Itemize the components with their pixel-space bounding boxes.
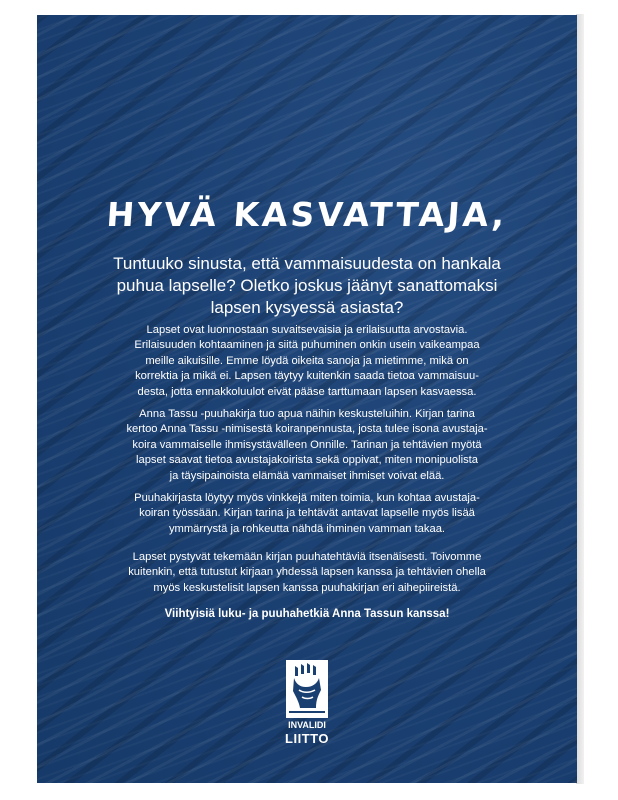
hand-logo-icon [286, 660, 328, 718]
text-line: Anna Tassu -puuhakirja tuo apua näihin keskusteluihin. Kirjan tarina [139, 408, 475, 420]
text-line: kertoo Anna Tassu -nimisestä koiranpennusta, josta tulee isona avustaja- [126, 423, 488, 436]
text-line: myös keskustelisit lapsen kanssa puuhakirjan eri aihepiireistä. [153, 581, 461, 594]
text-line: meille aikuisille. Emme löydä oikeita sanoja ja mietimme, mikä on [145, 354, 469, 367]
text-line: kuitenkin, että tutustut kirjaan yhdessä lapsen kanssa ja tehtävien ohella [128, 566, 486, 579]
paper-edge [576, 14, 584, 784]
closing-line: Viihtyisiä luku- ja puuhahetkiä Anna Tassun kanssa! [164, 608, 450, 620]
lead-line: lapsen kysyessä asiasta? [210, 298, 404, 317]
invalidiliitto-logo [286, 660, 328, 750]
back-cover [37, 15, 577, 783]
text-line: ymmärrystä ja rohkeutta nähdä ihminen vamman takaa. [168, 522, 446, 535]
text-line: koira vammaiselle ihmisystävälleen Onnille. Tarinan ja tehtävien myötä [132, 438, 482, 451]
lead-line: Tuntuuko sinusta, että vammaisuudesta on hankala [113, 254, 501, 273]
text-line: Erilaisuuden kohtaaminen ja siitä puhuminen onkin usein vaikeampaa [134, 339, 480, 352]
logo-text-line2: LIITTO [285, 731, 329, 746]
text-line: koiran työssään. Kirjan tarina ja tehtävät antavat lapselle myös lisää [139, 507, 475, 520]
paragraph-2 [87, 407, 527, 484]
cover-title: HYVÄ KASVATTAJA, [105, 195, 509, 234]
text-line: Lapset ovat luonnostaan suvaitsevaisia ja erilaisuutta arvostavia. [146, 324, 468, 336]
text-line: korrektia ja mikä ei. Lapsen täytyy kuitenkin saada tietoa vammaisuu- [135, 370, 479, 383]
lead-question [57, 253, 557, 319]
lead-line: puhua lapselle? Oletko joskus jäänyt sanattomaksi [116, 276, 498, 295]
text-line: Puuhakirjasta löytyy myös vinkkejä miten toimia, kun kohtaa avustaja- [134, 492, 480, 504]
paragraph-1 [87, 323, 527, 400]
text-line: desta, jotta ennakkoluulot eivät pääse tarttumaan lapsen kasvaessa. [137, 385, 477, 398]
logo-text-line1: INVALIDI [288, 720, 326, 730]
text-line: ja täysipainoista elämää vammaiset ihmiset voivat elää. [169, 469, 445, 482]
paragraph-3 [87, 491, 527, 537]
paragraph-4 [87, 550, 527, 596]
text-line: Lapset pystyvät tekemään kirjan puuhatehtäviä itsenäisesti. Toivomme [132, 551, 482, 563]
text-line: lapset saavat tietoa avustajakoirista sekä oppivat, miten monipuolista [135, 454, 479, 467]
